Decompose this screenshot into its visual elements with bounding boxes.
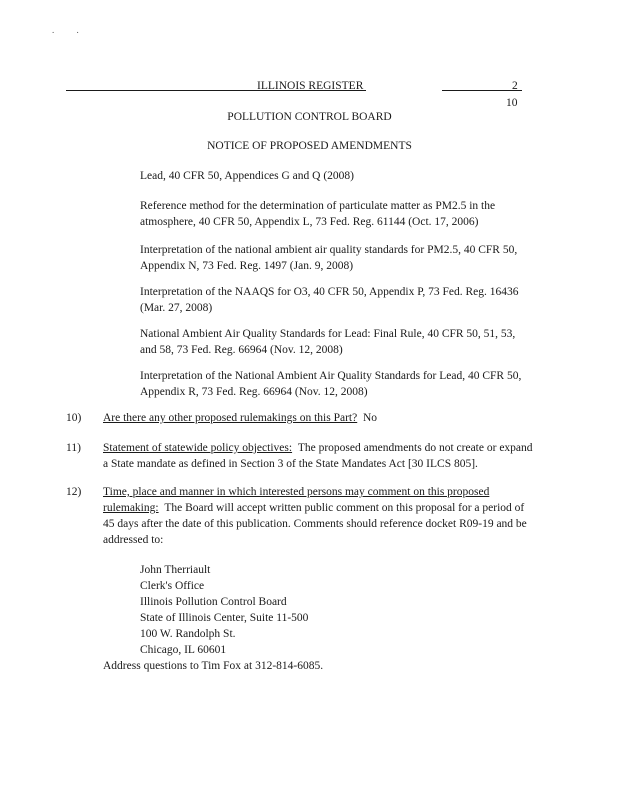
item-11-heading: Statement of statewide policy objectives:: [103, 442, 293, 454]
item-12-text: The Board will accept written public comment on this proposal for a period of 45 days after the date of this publication. Comments should reference docket R09-19 and be addressed to:: [103, 502, 527, 546]
page-number: 2: [512, 80, 518, 92]
item-number: 10): [66, 412, 82, 424]
item-10-text: No: [362, 412, 378, 424]
questions-line: Address questions to Tim Fox at 312-814-6085.: [103, 660, 324, 672]
register-title: ILLINOIS REGISTER: [257, 80, 364, 92]
item-10-body: [103, 410, 533, 426]
reference-item: Reference method for the determination of particulate matter as PM2.5 in the atmosphere, 40 CFR 50, Appendix L, 73 Fed. Reg. 61144 (Oct. 17, 2006): [140, 200, 496, 228]
header-rule-right: [442, 90, 522, 91]
subpage-number: 10: [506, 97, 518, 109]
reference-item: Lead, 40 CFR 50, Appendices G and Q (2008): [140, 170, 354, 182]
address-building: State of Illinois Center, Suite 11-500: [140, 612, 309, 624]
address-office: Clerk's Office: [140, 580, 205, 592]
address-org: Illinois Pollution Control Board: [140, 596, 287, 608]
item-12-heading: Time, place and manner in which interested persons may comment on this proposed rulemaking:: [103, 486, 490, 514]
item-11-body: [103, 440, 533, 472]
address-name: John Therriault: [140, 564, 211, 576]
address-city: Chicago, IL 60601: [140, 644, 227, 656]
mailing-address: [140, 562, 308, 658]
reference-item: Interpretation of the National Ambient Air Quality Standards for Lead, 40 CFR 50, Appendix R, 73 Fed. Reg. 66964 (Nov. 12, 2008): [140, 370, 522, 398]
reference-item: National Ambient Air Quality Standards for Lead: Final Rule, 40 CFR 50, 51, 53, and 58, 73 Fed. Reg. 66964 (Nov. 12, 2008): [140, 328, 516, 356]
item-12-body: [103, 484, 533, 548]
reference-item: Interpretation of the NAAQS for O3, 40 CFR 50, Appendix P, 73 Fed. Reg. 16436 (Mar. 27, 2008): [140, 286, 519, 314]
scan-marks: . .: [52, 25, 89, 35]
reference-item: Interpretation of the national ambient air quality standards for PM2.5, 40 CFR 50, Appendix N, 73 Fed. Reg. 1497 (Jan. 9, 2008): [140, 244, 518, 272]
item-number: 12): [66, 486, 82, 498]
item-10-heading: Are there any other proposed rulemakings on this Part?: [103, 412, 358, 424]
board-title: POLLUTION CONTROL BOARD: [227, 111, 392, 123]
item-number: 11): [66, 442, 81, 454]
item-11-text: The proposed amendments do not create or expand a State mandate as defined in Section 3 of the State Mandates Act [30 ILCS 805].: [103, 442, 533, 470]
address-street: 100 W. Randolph St.: [140, 628, 236, 640]
notice-title: NOTICE OF PROPOSED AMENDMENTS: [207, 140, 412, 152]
